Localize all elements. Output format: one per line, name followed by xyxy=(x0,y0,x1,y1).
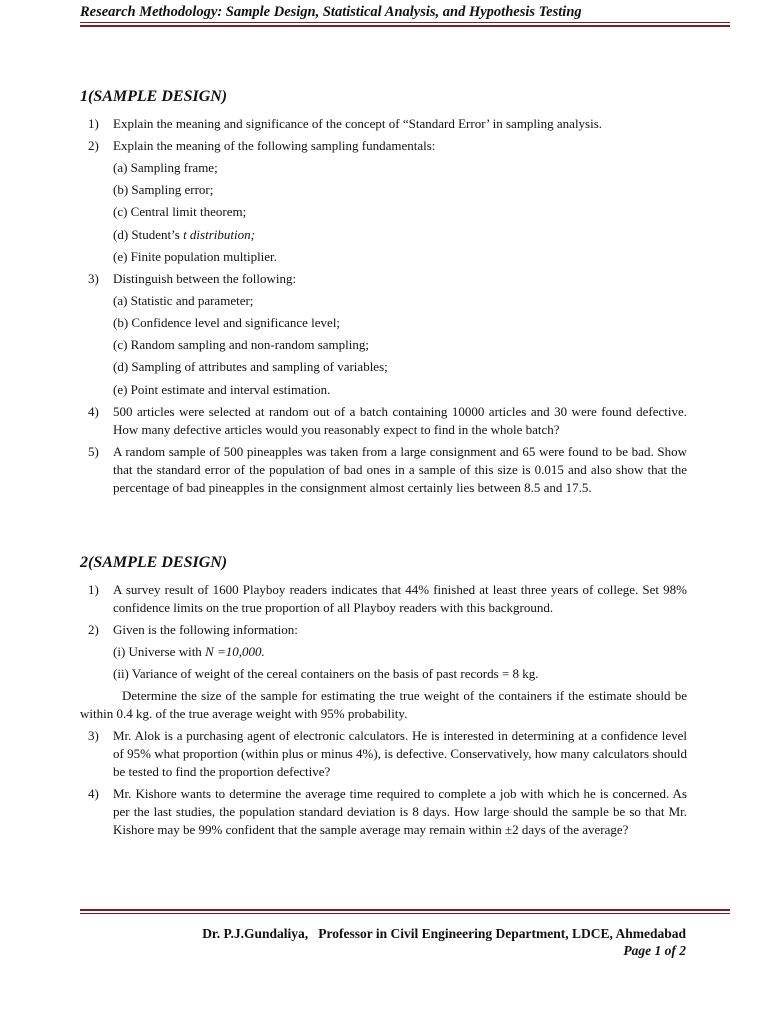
footer-page-number: Page 1 of 2 xyxy=(623,943,686,958)
sub-item: (e) Point estimate and interval estimation. xyxy=(113,381,331,397)
footer-rule-thin xyxy=(80,913,730,914)
question-number: 4) xyxy=(88,786,99,802)
sub-item-italic-text: N =10,000. xyxy=(205,644,265,659)
question-item xyxy=(80,443,687,497)
question-text: Given is the following information: xyxy=(113,622,298,637)
sub-item-list xyxy=(113,159,687,266)
running-header-title: Research Methodology: Sample Design, Statistical Analysis, and Hypothesis Testing xyxy=(80,4,582,20)
sub-item: (c) Random sampling and non-random sampling; xyxy=(113,337,369,353)
question-text: Mr. Alok is a purchasing agent of electronic calculators. He is interested in determining at a confidence level of 95% what proportion (within plus or minus 4%), is defective. Conservatively, how many calculators should be tested to find the proportion defective? xyxy=(113,728,687,780)
question-number: 1) xyxy=(88,116,99,131)
question-item xyxy=(80,115,687,133)
sub-item: (e) Finite population multiplier. xyxy=(113,248,277,264)
footer-rule-thick xyxy=(80,909,730,911)
question-text: Distinguish between the following: xyxy=(113,270,297,286)
sub-item-text: (d) Student’s xyxy=(113,226,184,242)
question-number: 4) xyxy=(88,403,99,419)
sub-item-text: (i) Universe with xyxy=(113,644,206,659)
sub-item-list xyxy=(113,643,687,683)
sub-item: (ii) Variance of weight of the cereal containers on the basis of past records = 8 kg. xyxy=(113,666,539,682)
question-number: 3) xyxy=(88,270,99,286)
question-item xyxy=(80,621,687,723)
section-1-heading: 1(SAMPLE DESIGN) xyxy=(80,88,228,105)
question-item xyxy=(80,137,687,266)
sub-item: (a) Sampling frame; xyxy=(113,160,218,175)
question-item xyxy=(80,270,687,399)
question-number: 3) xyxy=(88,728,99,744)
header-rule-thin xyxy=(80,22,730,23)
question-number: 2) xyxy=(88,622,99,637)
question-item xyxy=(80,581,687,617)
question-text: Explain the meaning and significance of the concept of “Standard Error’ in sampling analysis. xyxy=(113,116,603,131)
question-text: 500 articles were selected at random out of a batch containing 10000 articles and 30 were found defective. How many defective articles would you reasonably expect to find in the whole batch? xyxy=(113,403,687,437)
sub-item: (a) Statistic and parameter; xyxy=(113,292,254,308)
footer-author: Dr. P.J.Gundaliya, Professor in Civil Engineering Department, LDCE, Ahmedabad xyxy=(202,926,686,941)
question-item xyxy=(80,403,687,439)
question-text: Explain the meaning of the following sampling fundamentals: xyxy=(113,138,436,153)
question-item xyxy=(80,785,687,839)
section-1-question-list xyxy=(80,115,687,501)
question-number: 2) xyxy=(88,138,99,153)
question-item xyxy=(80,727,687,781)
question-text: A random sample of 500 pineapples was taken from a large consignment and 65 were found to be bad. Show that the standard error of the population of bad ones in a sample of this size is 0.015 and also show that the percentage of bad pineapples in the consignment almost certainly lies between 8.5 and 17.5. xyxy=(113,443,687,495)
sub-item: (b) Confidence level and significance level; xyxy=(113,314,341,330)
sub-item-list xyxy=(113,292,687,399)
question-number: 1) xyxy=(88,582,99,597)
header-rule-thick xyxy=(80,25,730,27)
sub-item xyxy=(113,643,687,661)
question-text: Mr. Kishore wants to determine the average time required to complete a job with which he is concerned. As per the last studies, the population standard deviation is 8 days. How large should the sample be so that Mr. Kishore may be 99% confident that the sample average may remain within ±2 days of the average? xyxy=(113,786,687,838)
sub-item xyxy=(113,226,687,244)
question-text: A survey result of 1600 Playboy readers indicates that 44% finished at least three years of college. Set 98% confidence limits on the true proportion of all Playboy readers with this background. xyxy=(113,582,687,615)
sub-item: (c) Central limit theorem; xyxy=(113,204,247,220)
sub-item-italic-text: t distribution; xyxy=(183,226,255,242)
question-number: 5) xyxy=(88,443,99,459)
sub-item: (d) Sampling of attributes and sampling of variables; xyxy=(113,359,388,375)
section-2-heading: 2(SAMPLE DESIGN) xyxy=(80,554,228,571)
section-2-question-list xyxy=(80,581,687,843)
question-paragraph: Determine the size of the sample for estimating the true weight of the containers if the estimate should be within 0.4 kg. of the true average weight with 95% probability. xyxy=(80,688,687,722)
sub-item: (b) Sampling error; xyxy=(113,182,214,198)
